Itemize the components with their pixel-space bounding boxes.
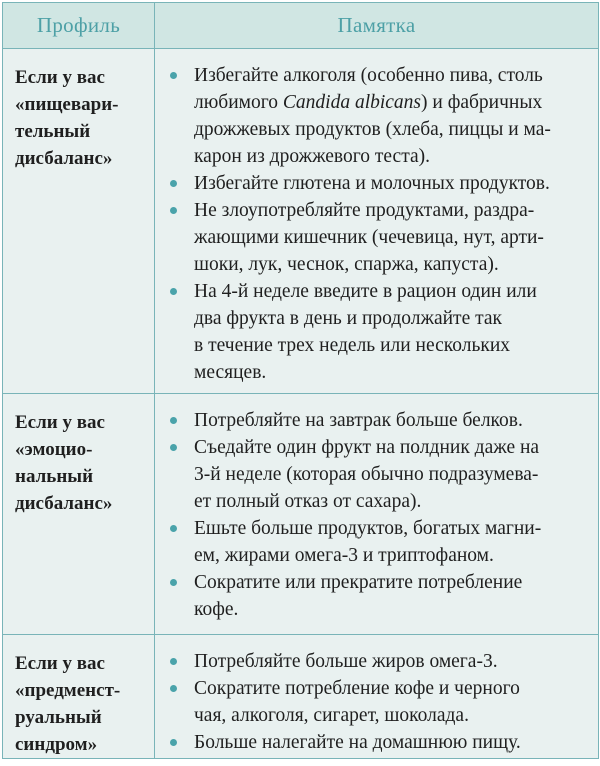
bullet-text: Потребляйте больше жиров омега-3. — [194, 651, 498, 672]
latin-term-italic: Candida albicans — [282, 92, 422, 113]
list-item-1-1 — [168, 434, 590, 515]
memo-cell-2 — [155, 635, 599, 759]
list-item-2-0 — [168, 648, 590, 675]
table-row-0 — [3, 49, 599, 394]
bullet-dot-icon — [170, 444, 177, 451]
list-item-0-0 — [168, 62, 590, 170]
bullet-text: Потребляйте на завтрак больше белков. — [194, 410, 523, 431]
bullet-dot-icon — [170, 288, 177, 295]
list-item-0-3 — [168, 278, 590, 386]
bullet-dot-icon — [170, 658, 177, 665]
bullet-dot-icon — [170, 685, 177, 692]
memo-cell-1 — [155, 394, 599, 635]
profile-memo-table — [2, 2, 599, 759]
header-row — [3, 3, 599, 49]
bullet-dot-icon — [170, 739, 177, 746]
table-row-2 — [3, 635, 599, 759]
list-item-0-1 — [168, 170, 590, 197]
list-item-1-0 — [168, 407, 590, 434]
profile-cell-1: Если у вас «эмоцио- нальный дисбаланс» — [3, 394, 155, 635]
list-item-1-3 — [168, 569, 590, 623]
list-item-1-2 — [168, 515, 590, 569]
bullet-dot-icon — [170, 525, 177, 532]
column-header-memo: Памятка — [155, 3, 599, 49]
list-item-0-2 — [168, 197, 590, 278]
bullet-text: На 4-й неделе введите в рацион один или два фрукта в день и продолжайте так в течение трех недель или нескольких месяцев. — [194, 281, 537, 383]
bullet-dot-icon — [170, 180, 177, 187]
bullet-text: Сократите потребление кофе и черного чая, алкоголя, сигарет, шоколада. — [194, 678, 520, 726]
bullet-dot-icon — [170, 579, 177, 586]
memo-cell-0 — [155, 49, 599, 394]
column-header-profile: Профиль — [3, 3, 155, 49]
bullet-text: Съедайте один фрукт на полдник даже на 3-й неделе (которая обычно подразумева- ет полный отказ от сахара). — [194, 437, 540, 512]
list-item-2-2 — [168, 729, 590, 756]
bullet-text: Больше налегайте на домашнюю пищу. — [194, 732, 521, 753]
bullet-text: Сократите или прекратите потребление кофе. — [194, 572, 523, 620]
table-row-1 — [3, 394, 599, 635]
profile-cell-2: Если у вас «предменст- руальный синдром» — [3, 635, 155, 759]
bullet-text: Избегайте алкоголя (особенно пива, столь любимого Candida albicans) и фабричных дрожжевых продуктов (хлеба, пиццы и ма- карон из дрожжевого теста). — [194, 65, 551, 167]
bullet-dot-icon — [170, 417, 177, 424]
bullet-text: Ешьте больше продуктов, богатых магни- ем, жирами омега-3 и триптофаном. — [194, 518, 542, 566]
bullet-dot-icon — [170, 207, 177, 214]
bullet-text: Не злоупотребляйте продуктами, раздра- жающими кишечник (чечевица, нут, арти- шоки, лук, чеснок, спаржа, капуста). — [194, 200, 544, 275]
list-item-2-1 — [168, 675, 590, 729]
profile-cell-0: Если у вас «пищевари- тельный дисбаланс» — [3, 49, 155, 394]
bullet-text: Избегайте глютена и молочных продуктов. — [194, 173, 550, 194]
bullet-dot-icon — [170, 72, 177, 79]
